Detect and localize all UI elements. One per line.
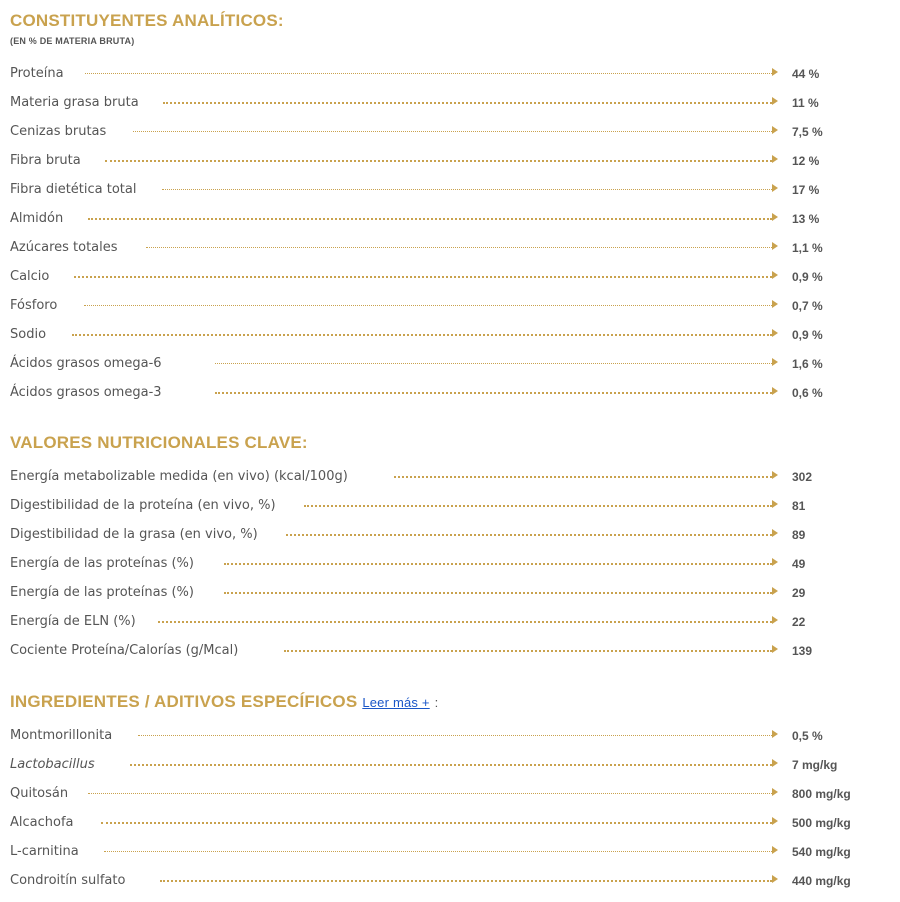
row-value: 0,9 % <box>792 328 823 342</box>
section-title: VALORES NUTRICIONALES CLAVE: <box>10 433 308 452</box>
row-value: 540 mg/kg <box>792 845 851 859</box>
list-item <box>10 469 890 498</box>
row-label: Quitosán <box>10 786 78 802</box>
row-label: Ácidos grasos omega-6 <box>10 356 172 372</box>
row-value: 302 <box>792 470 813 484</box>
row-label: Digestibilidad de la proteína (en vivo, %) <box>10 498 286 514</box>
row-label: Energía metabolizable medida (en vivo) (kcal/100g) <box>10 469 358 485</box>
row-value: 89 <box>792 528 806 542</box>
row-label: Energía de ELN (%) <box>10 614 146 630</box>
list-item <box>10 240 890 269</box>
row-value: 7 mg/kg <box>792 758 838 772</box>
section-title: CONSTITUYENTES ANALÍTICOS: <box>10 11 284 30</box>
row-label: Fibra bruta <box>10 153 91 169</box>
list-item <box>10 95 890 124</box>
row-label: Fibra dietética total <box>10 182 146 198</box>
list-item <box>10 327 890 356</box>
list-item <box>10 385 890 414</box>
list-item <box>10 786 890 815</box>
row-label: Almidón <box>10 211 73 227</box>
row-value: 17 % <box>792 183 820 197</box>
list-item <box>10 356 890 385</box>
row-label: Energía de las proteínas (%) <box>10 556 204 572</box>
list-item <box>10 585 890 614</box>
row-value: 44 % <box>792 67 820 81</box>
list-item <box>10 527 890 556</box>
list-item <box>10 124 890 153</box>
row-value: 0,5 % <box>792 729 823 743</box>
row-value: 7,5 % <box>792 125 823 139</box>
analytical-list <box>10 66 890 414</box>
row-label: Digestibilidad de la grasa (en vivo, %) <box>10 527 268 543</box>
row-label: Fósforo <box>10 298 67 314</box>
row-label: Cociente Proteína/Calorías (g/Mcal) <box>10 643 248 659</box>
row-label: Ácidos grasos omega-3 <box>10 385 172 401</box>
row-label: Proteína <box>10 66 74 82</box>
list-item <box>10 757 890 786</box>
row-label: L-carnitina <box>10 844 89 860</box>
row-value: 49 <box>792 557 806 571</box>
list-item <box>10 614 890 643</box>
key-values-list <box>10 469 890 672</box>
section-subtitle: (EN % DE MATERIA BRUTA) <box>10 36 135 46</box>
row-value: 0,6 % <box>792 386 823 400</box>
row-value: 81 <box>792 499 806 513</box>
list-item <box>10 728 890 757</box>
list-item <box>10 211 890 240</box>
list-item <box>10 153 890 182</box>
list-item <box>10 498 890 527</box>
row-value: 500 mg/kg <box>792 816 851 830</box>
row-value: 12 % <box>792 154 820 168</box>
list-item <box>10 556 890 585</box>
list-item <box>10 298 890 327</box>
row-value: 0,9 % <box>792 270 823 284</box>
row-label: Montmorillonita <box>10 728 122 744</box>
section-title: INGREDIENTES / ADITIVOS ESPECÍFICOS Leer más + : <box>10 692 439 711</box>
row-label: Sodio <box>10 327 56 343</box>
list-item <box>10 844 890 873</box>
row-label: Materia grasa bruta <box>10 95 149 111</box>
row-label: Calcio <box>10 269 59 285</box>
row-value: 13 % <box>792 212 820 226</box>
row-value: 22 <box>792 615 806 629</box>
row-value: 800 mg/kg <box>792 787 851 801</box>
row-value: 440 mg/kg <box>792 874 851 888</box>
row-value: 29 <box>792 586 806 600</box>
list-item <box>10 269 890 298</box>
row-value: 139 <box>792 644 813 658</box>
row-value: 11 % <box>792 96 819 110</box>
list-item <box>10 66 890 95</box>
list-item <box>10 182 890 211</box>
row-value: 0,7 % <box>792 299 823 313</box>
list-item <box>10 643 890 672</box>
row-label: Azúcares totales <box>10 240 128 256</box>
row-label: Cenizas brutas <box>10 124 116 140</box>
read-more-link[interactable]: Leer más + <box>362 695 430 710</box>
list-item <box>10 815 890 844</box>
ingredients-list <box>10 728 890 902</box>
row-value: 1,6 % <box>792 357 823 371</box>
row-label: Alcachofa <box>10 815 84 831</box>
row-label: Energía de las proteínas (%) <box>10 585 204 601</box>
list-item <box>10 873 890 902</box>
row-label: Lactobacillus <box>10 757 105 773</box>
row-value: 1,1 % <box>792 241 823 255</box>
row-label: Condroitín sulfato <box>10 873 135 889</box>
